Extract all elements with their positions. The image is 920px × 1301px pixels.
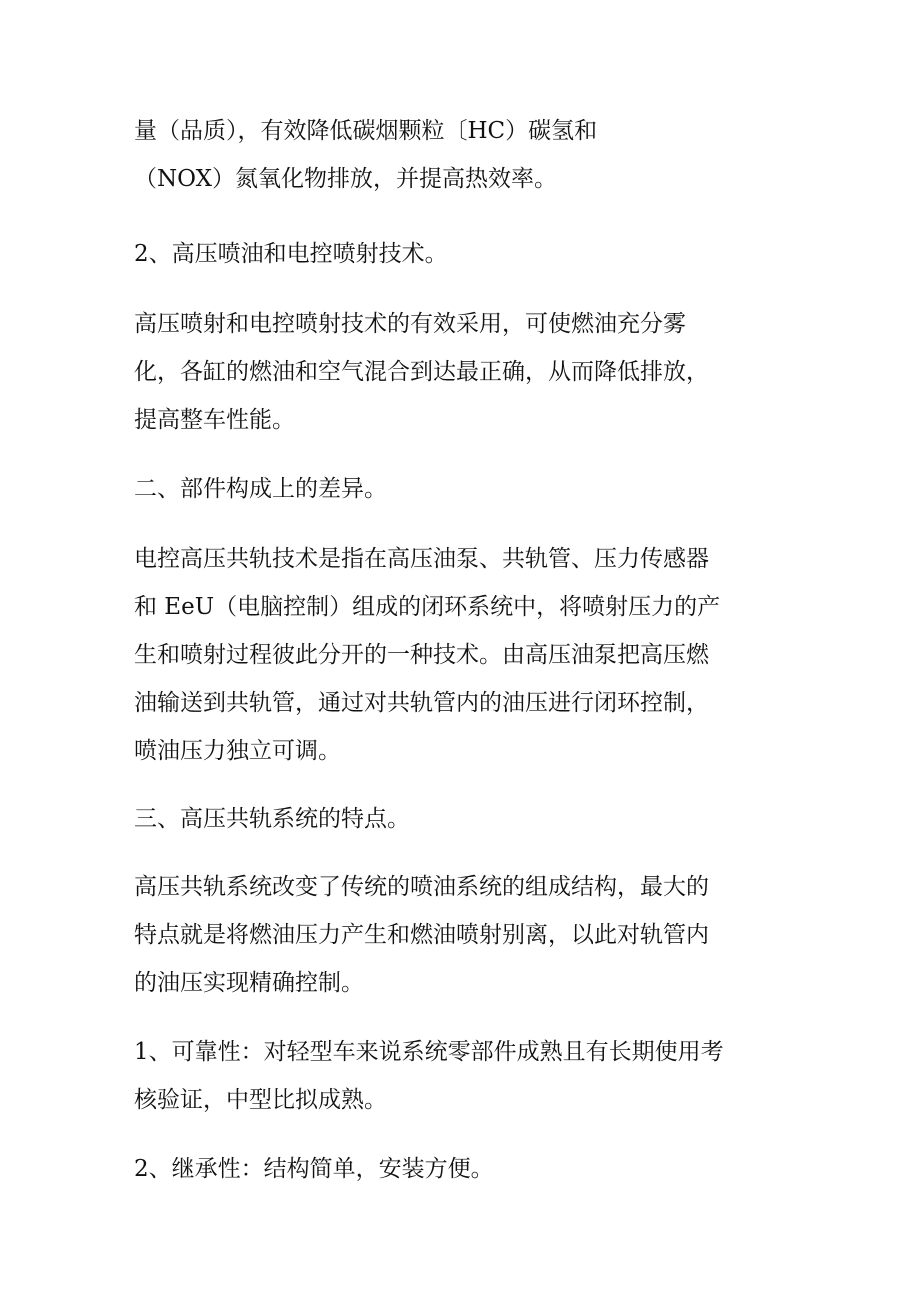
text-line: 高压共轨系统改变了传统的喷油系统的组成结构，最大的 — [134, 874, 709, 900]
heading-high-pressure-injection — [134, 230, 448, 278]
text-line: 电控高压共轨技术是指在高压油泵、共轨管、压力传感器 — [134, 546, 709, 572]
text-line: 2、继承性：结构简单，安装方便。 — [134, 1156, 494, 1182]
text-line: 生和喷射过程彼此分开的一种技术。由高压油泵把高压燃 — [134, 642, 709, 668]
paragraph-emissions — [134, 107, 597, 203]
text-line: 提高整车性能。 — [134, 407, 295, 433]
heading-system-features — [134, 795, 410, 843]
text-line: 量（品质），有效降低碳烟颗粒〔HC）碳氢和 — [134, 118, 598, 144]
text-line: 油输送到共轨管，通过对共轨管内的油压进行闭环控制， — [134, 690, 709, 716]
text-line: 和 EeU（电脑控制）组成的闭环系统中，将喷射压力的产 — [134, 594, 721, 620]
text-line: （NOX）氮氧化物排放，并提高热效率。 — [134, 166, 557, 192]
text-line: 喷油压力独立可调。 — [134, 738, 341, 764]
text-line: 的油压实现精确控制。 — [134, 970, 364, 996]
heading-component-differences — [134, 465, 387, 513]
text-line: 化，各缸的燃油和空气混合到达最正确，从而降低排放， — [134, 359, 709, 385]
text-line: 核验证，中型比拟成熟。 — [134, 1087, 387, 1113]
text-line: 2、高压喷油和电控喷射技术。 — [134, 241, 448, 267]
paragraph-reliability — [134, 1028, 724, 1124]
text-line: 三、高压共轨系统的特点。 — [134, 806, 410, 832]
paragraph-common-rail-definition — [134, 535, 720, 775]
paragraph-inheritance — [134, 1145, 494, 1193]
text-line: 二、部件构成上的差异。 — [134, 476, 387, 502]
paragraph-injection-tech — [134, 300, 709, 444]
paragraph-system-structure — [134, 863, 709, 1007]
text-line: 高压喷射和电控喷射技术的有效采用，可使燃油充分雾 — [134, 311, 686, 337]
text-line: 特点就是将燃油压力产生和燃油喷射别离，以此对轨管内 — [134, 922, 709, 948]
text-line: 1、可靠性：对轻型车来说系统零部件成熟且有长期使用考 — [134, 1039, 724, 1065]
